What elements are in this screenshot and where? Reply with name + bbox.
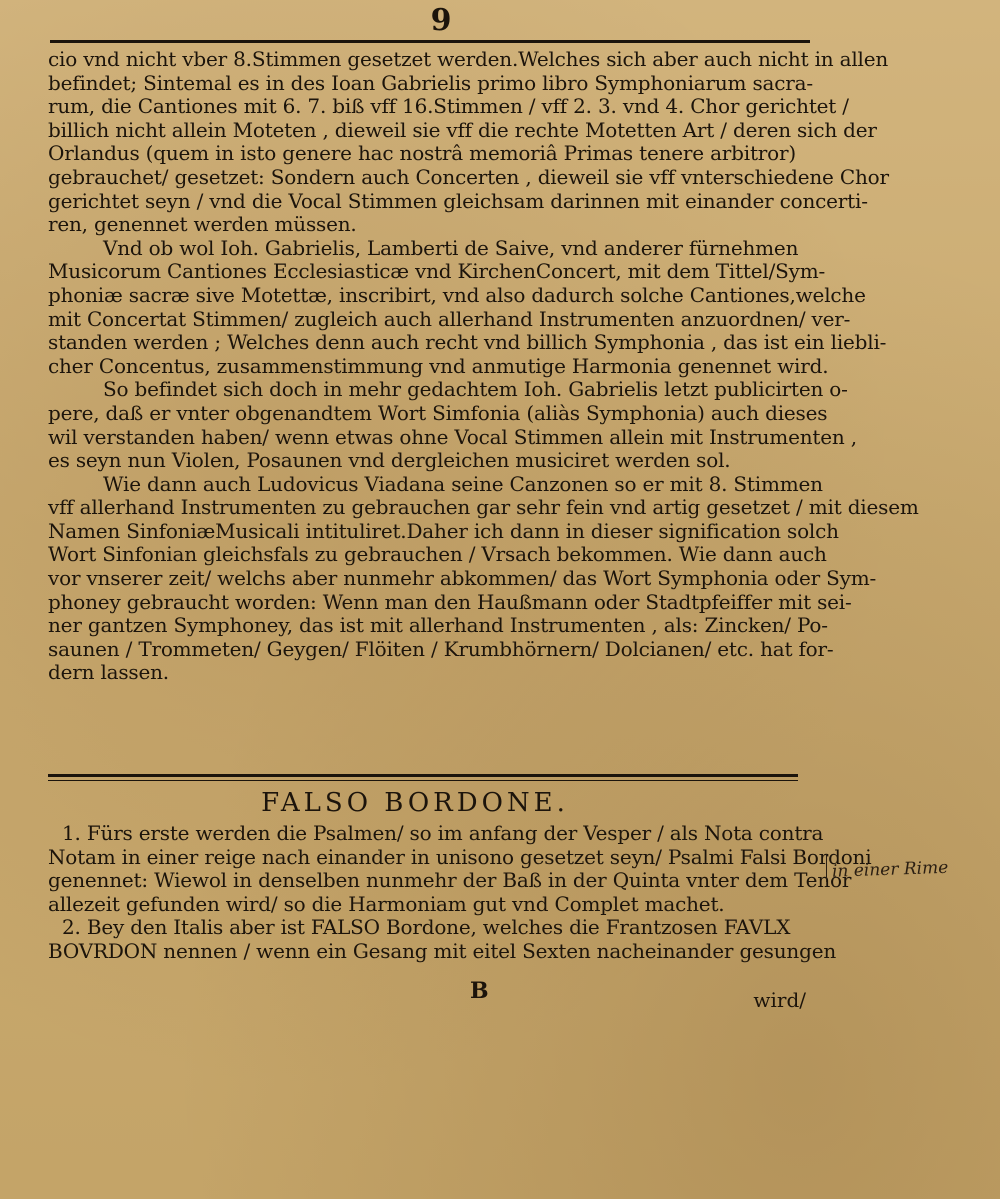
text-line: So befindet sich doch in mehr gedachtem Ioh. Gabrielis letzt publicirten o-: [103, 377, 848, 402]
text-line: Vnd ob wol Ioh. Gabrielis, Lamberti de Saive, vnd anderer fürnehmen: [103, 235, 799, 260]
page-number: 9: [430, 3, 452, 38]
text-line: rum, die Cantiones mit 6. 7. biß vff 16.Stimmen / vff 2. 3. vnd 4. Chor gerichtet /: [48, 94, 849, 119]
text-line: vor vnserer zeit/ welchs aber nunmehr abkommen/ das Wort Symphonia oder Sym-: [48, 566, 877, 591]
text-line: 2. Bey den Italis aber ist FALSO Bordone, welches die Frantzosen FAVLX: [62, 915, 791, 940]
text-line: ner gantzen Symphoney, das ist mit allerhand Instrumenten , als: Zincken/ Po-: [48, 613, 828, 638]
text-line: befindet; Sintemal es in des Ioan Gabrielis primo libro Symphoniarum sacra-: [48, 70, 813, 95]
text-line: allezeit gefunden wird/ so die Harmoniam gut vnd Complet machet.: [48, 891, 725, 916]
text-line: cher Concentus, zusammenstimmung vnd anmutige Harmonia genennet wird.: [48, 353, 829, 378]
text-line: gerichtet seyn / vnd die Vocal Stimmen gleichsam darinnen mit einander concerti-: [48, 188, 868, 213]
text-line: dern lassen.: [48, 660, 169, 685]
catchword: wird/: [753, 988, 806, 1012]
text-line: phoniæ sacræ sive Motettæ, inscribirt, vnd also dadurch solche Cantiones,welche: [48, 282, 866, 307]
text-line: Notam in einer reige nach einander in unisono gesetzet seyn/ Psalmi Falsi Bordoni: [48, 844, 872, 869]
main-text: [48, 47, 919, 685]
text-line: billich nicht allein Moteten , dieweil sie vff die rechte Motetten Art / deren sich der: [48, 117, 877, 142]
text-line: cio vnd nicht vber 8.Stimmen gesetzet werden.Welches sich aber auch nicht in allen: [48, 47, 889, 71]
text-line: ren, genennet werden müssen.: [48, 212, 357, 237]
section-rule: [48, 774, 798, 777]
text-line: Namen SinfoniæMusicali intituliret.Daher ich dann in dieser signification solch: [48, 518, 839, 543]
section-text: [48, 821, 872, 964]
section-rule-thin: [48, 780, 798, 781]
text-line: standen werden ; Welches denn auch recht vnd billich Symphonia , das ist ein liebli-: [48, 330, 887, 355]
text-line: genennet: Wiewol in denselben nunmehr der Baß in der Quinta vnter dem Tenor: [48, 868, 852, 893]
text-line: BOVRDON nennen / wenn ein Gesang mit eitel Sexten nacheinander gesungen: [48, 938, 837, 963]
text-line: mit Concertat Stimmen/ zugleich auch allerhand Instrumenten anzuordnen/ ver-: [48, 306, 851, 331]
text-line: Wie dann auch Ludovicus Viadana seine Canzonen so er mit 8. Stimmen: [103, 471, 823, 496]
text-line: Musicorum Cantiones Ecclesiasticæ vnd KirchenConcert, mit dem Tittel/Sym-: [48, 259, 826, 284]
text-line: gebrauchet/ gesetzet: Sondern auch Concerten , dieweil sie vff vnterschiedene Chor: [48, 164, 889, 189]
text-line: pere, daß er vnter obgenandtem Wort Simfonia (aliàs Symphonia) auch dieses: [48, 400, 828, 425]
text-line: saunen / Trommeten/ Geygen/ Flöiten / Krumbhörnern/ Dolcianen/ etc. hat for-: [48, 636, 834, 661]
text-line: vff allerhand Instrumenten zu gebrauchen gar sehr fein vnd artig gesetzet / mit diesem: [48, 495, 919, 520]
text-line: wil verstanden haben/ wenn etwas ohne Vocal Stimmen allein mit Instrumenten ,: [48, 424, 857, 449]
handwritten-margin-note: in einer Rime: [831, 857, 949, 882]
top-rule: [50, 40, 810, 43]
section-heading: FALSO BORDONE.: [261, 788, 569, 818]
signature-mark: B: [470, 978, 489, 1004]
text-line: Orlandus (quem in isto genere hac nostrâ memoriâ Primas tenere arbitror): [48, 141, 796, 166]
text-line: es seyn nun Violen, Posaunen vnd dergleichen musiciret werden sol.: [48, 448, 731, 473]
text-line: Wort Sinfonian gleichsfals zu gebrauchen / Vrsach bekommen. Wie dann auch: [48, 542, 827, 567]
text-line: phoney gebraucht worden: Wenn man den Haußmann oder Stadtpfeiffer mit sei-: [48, 589, 852, 614]
text-line: 1. Fürs erste werden die Psalmen/ so im anfang der Vesper / als Nota contra: [62, 821, 824, 845]
